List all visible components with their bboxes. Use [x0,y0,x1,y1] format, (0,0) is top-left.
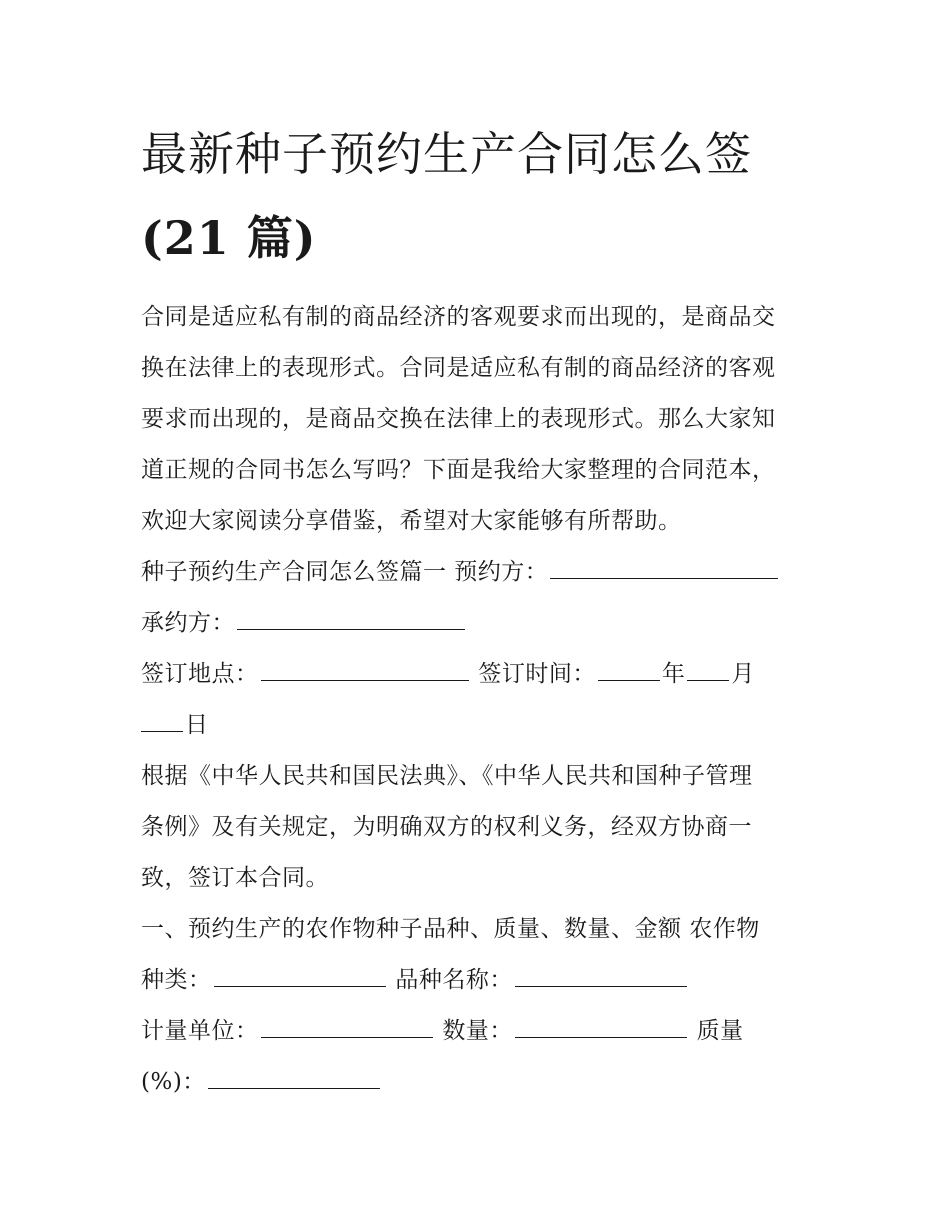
clause1-heading: 一、预约生产的农作物种子品种、质量、数量、金额 农作物 [141,916,760,942]
unit-label: 计量单位： [141,1018,259,1044]
month-label: 月 [731,661,755,687]
day-line [141,700,821,751]
title-line-2: (21 篇) [141,211,317,265]
intro-line: 道正规的合同书怎么写吗？下面是我给大家整理的合同范本， [141,457,776,483]
title-line-1: 最新种子预约生产合同怎么签 [141,127,752,181]
document-body [141,292,821,1108]
section-heading: 种子预约生产合同怎么签篇一 预约方： [141,559,549,585]
percent-blank[interactable] [208,1070,380,1089]
basis-line: 致，签订本合同。 [141,865,329,891]
crop-type-blank[interactable] [214,968,386,987]
variety-label: 品种名称： [395,967,513,993]
percent-line [141,1057,821,1108]
document-page [141,112,821,1108]
month-blank[interactable] [687,662,729,681]
variety-blank[interactable] [515,968,687,987]
day-label: 日 [185,712,209,738]
party-a-blank[interactable] [550,560,778,579]
intro-line: 换在法律上的表现形式。合同是适应私有制的商品经济的客观 [141,355,776,381]
quantity-label: 数量： [442,1018,513,1044]
unit-blank[interactable] [261,1019,433,1038]
time-label: 签订时间： [478,661,596,687]
place-time-line [141,649,821,700]
quality-label: 质量 [696,1018,744,1044]
intro-line: 欢迎大家阅读分享借鉴，希望对大家能够有所帮助。 [141,508,682,534]
party-b-blank[interactable] [237,611,465,630]
crop-type-label: 种类： [141,967,212,993]
intro-line: 要求而出现的，是商品交换在法律上的表现形式。那么大家知 [141,406,776,432]
year-label: 年 [661,661,686,687]
unit-quantity-line [141,1006,821,1057]
contractor-label: 承约方： [141,610,235,636]
basis-line: 根据《中华人民共和国民法典》、《中华人民共和国种子管理 [141,763,753,789]
document-title [141,112,821,280]
place-label: 签订地点： [141,661,259,687]
place-blank[interactable] [261,662,469,681]
party-b-line [141,598,821,649]
intro-line: 合同是适应私有制的商品经济的客观要求而出现的，是商品交 [141,304,776,330]
basis-line: 条例》及有关规定，为明确双方的权利义务，经双方协商一 [141,814,752,840]
year-blank[interactable] [598,662,660,681]
percent-label: (%)： [141,1069,206,1095]
crop-variety-line [141,955,821,1006]
party-a-line [141,547,821,598]
day-blank[interactable] [141,713,183,732]
quantity-blank[interactable] [515,1019,687,1038]
